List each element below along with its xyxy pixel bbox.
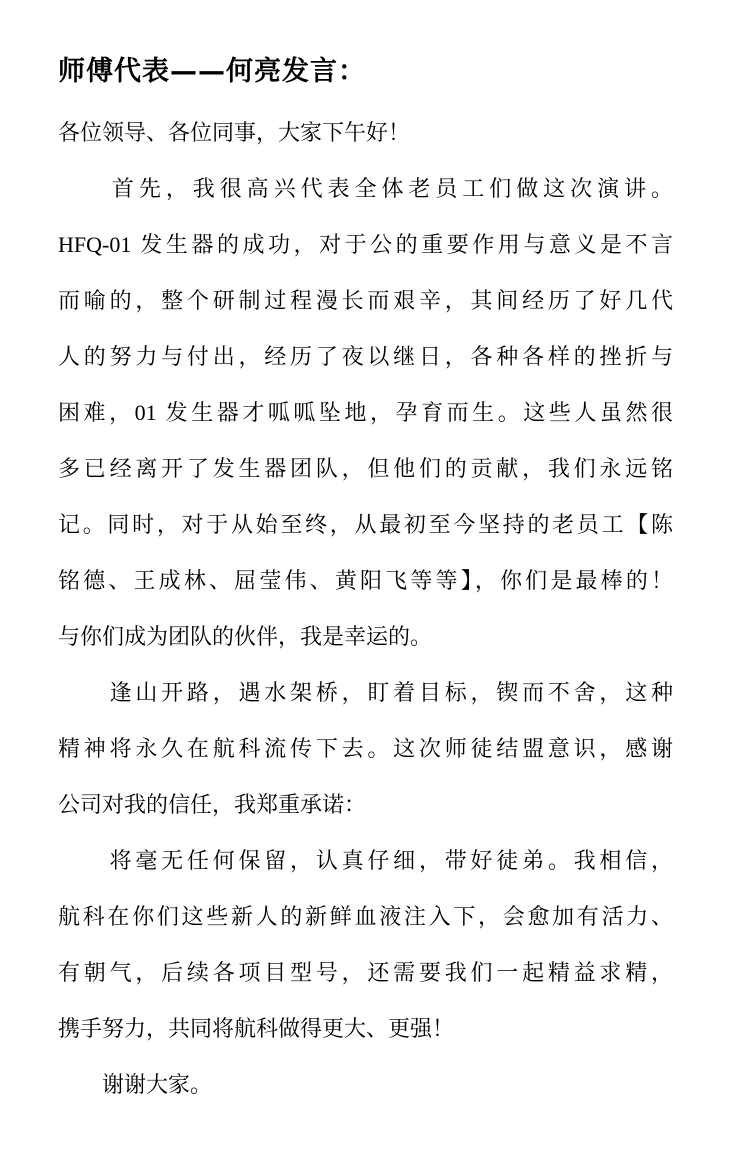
text-line: HFQ-01 发生器的成功，对于公的重要作用与意义是不言 (58, 232, 673, 257)
text-line: 有朝气，后续各项目型号，还需要我们一起精益求精， (58, 960, 673, 985)
paragraph (58, 833, 673, 1057)
paragraph (58, 105, 673, 161)
paragraph (58, 1057, 673, 1113)
text-line: 公司对我的信任，我郑重承诺： (58, 792, 367, 817)
text-line: 人的努力与付出，经历了夜以继日，各种各样的挫折与 (58, 344, 673, 369)
paragraph (58, 161, 673, 665)
paragraph (58, 665, 673, 833)
text-line: 精神将永久在航科流传下去。这次师徒结盟意识，感谢 (58, 736, 673, 761)
text-line: 而喻的，整个研制过程漫长而艰辛，其间经历了好几代 (58, 288, 673, 313)
text-line: 将毫无任何保留，认真仔细，带好徒弟。我相信， (58, 848, 673, 873)
text-line: 各位领导、各位同事，大家下午好！ (58, 120, 411, 145)
text-line: 携手努力，共同将航科做得更大、更强！ (58, 1016, 455, 1041)
document-title: 师傅代表——何亮发言： (58, 56, 366, 87)
text-line: 困难，01 发生器才呱呱坠地，孕育而生。这些人虽然很 (58, 400, 673, 425)
text-line: 航科在你们这些新人的新鲜血液注入下，会愈加有活力、 (58, 904, 673, 929)
text-line: 首先，我很高兴代表全体老员工们做这次演讲。 (58, 176, 673, 201)
text-line: 逢山开路，遇水架桥，盯着目标，锲而不舍，这种 (58, 680, 673, 705)
text-line: 铭德、王成林、屈莹伟、黄阳飞等等】，你们是最棒的！ (58, 568, 673, 593)
text-line: 谢谢大家。 (58, 1072, 213, 1097)
text-line: 多已经离开了发生器团队，但他们的贡献，我们永远铭 (58, 456, 673, 481)
document-body (58, 105, 673, 1113)
text-line: 与你们成为团队的伙伴，我是幸运的。 (58, 624, 433, 649)
text-line: 记。同时，对于从始至终，从最初至今坚持的老员工【陈 (58, 512, 673, 537)
